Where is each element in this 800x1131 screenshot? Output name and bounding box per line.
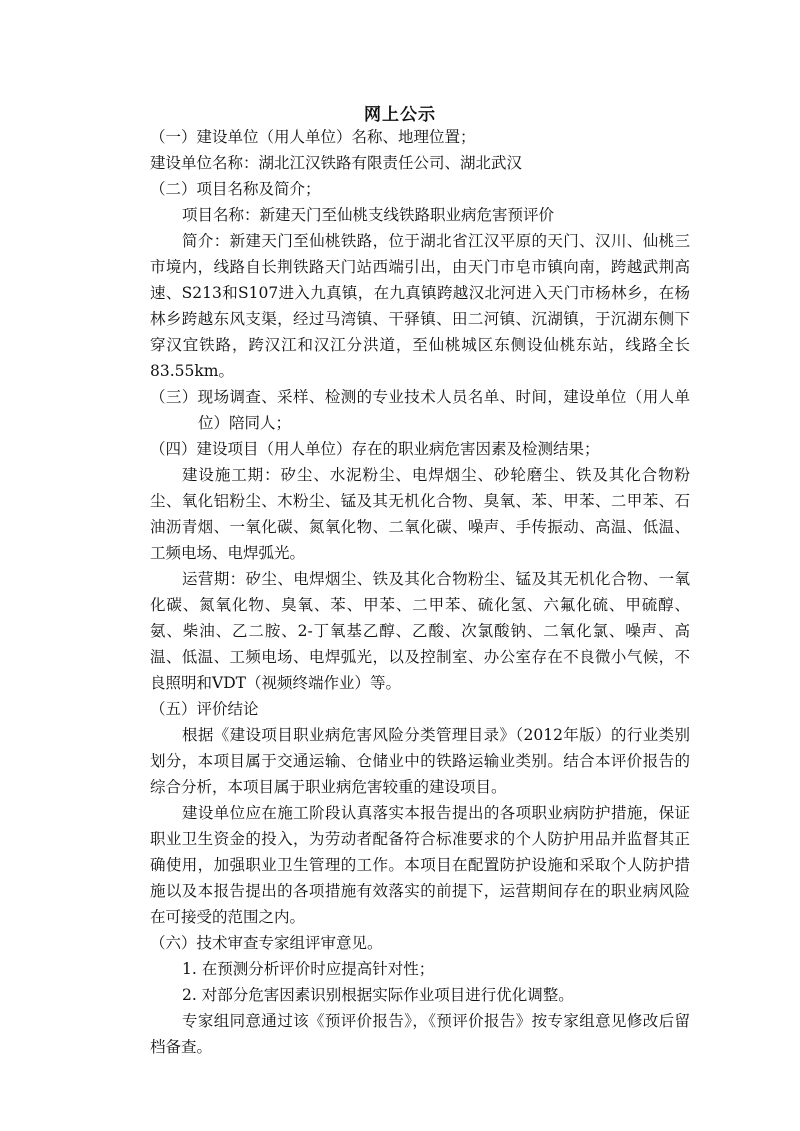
section-5-paragraph-1: 根据《建设项目职业病危害风险分类管理目录》（2012年版）的行业类别划分，本项目属于交通运输、仓储业中的铁路运输业类别。结合本评价报告的综合分析，本项目属于职业病危害较重的建设项目。 [150,726,690,796]
section-1-heading: （一）建设单位（用人单位）名称、地理位置； [150,128,476,146]
section-6-heading: （六）技术审查专家组评审意见。 [150,934,383,952]
section-4-heading: （四）建设项目（用人单位）存在的职业病危害因素及检测结果； [150,440,600,458]
section-2-heading: （二）项目名称及简介； [150,180,321,198]
section-4-construction: 建设施工期：矽尘、水泥粉尘、电焊烟尘、砂轮磨尘、铁及其化合物粉尘、氧化铝粉尘、木粉尘、锰及其无机化合物、臭氧、苯、甲苯、二甲苯、石油沥青烟、一氧化碳、氮氧化物、二氧化碳、噪声、手传振动、高温、低温、工频电场、电焊弧光。 [150,466,690,562]
document-body [150,124,690,1060]
section-6-item-1: 1. 在预测分析评价时应提高针对性； [182,960,435,978]
section-6-conclusion: 专家组同意通过该《预评价报告》，《预评价报告》按专家组意见修改后留档备查。 [150,1012,690,1056]
section-6-item-2: 2. 对部分危害因素识别根据实际作业项目进行优化调整。 [182,986,574,1004]
section-1-body: 建设单位名称：湖北江汉铁路有限责任公司、湖北武汉 [150,154,523,172]
section-5-heading: （五）评价结论 [150,700,259,718]
section-2-intro: 简介：新建天门至仙桃铁路，位于湖北省江汉平原的天门、汉川、仙桃三市境内，线路自长荆铁路天门站西端引出，由天门市皂市镇向南，跨越武荆高速、S213和S107进入九真镇，在九真镇跨越汉北河进入天门市杨林乡，在杨林乡跨越东风支渠，经过马湾镇、干驿镇、田二河镇、沉湖镇，于沉湖东侧下穿汉宜铁路，跨汉江和汉江分洪道，至仙桃城区东侧设仙桃东站，线路全长83.55km。 [150,232,690,380]
section-3-heading: （三）现场调查、采样、检测的专业技术人员名单、时间，建设单位（用人单位）陪同人； [150,388,690,432]
page-title: 网上公示 [364,105,436,125]
section-4-operation: 运营期：矽尘、电焊烟尘、铁及其化合物粉尘、锰及其无机化合物、一氧化碳、氮氧化物、臭氧、苯、甲苯、二甲苯、硫化氢、六氟化硫、甲硫醇、氨、柴油、乙二胺、2-丁氧基乙醇、乙酸、次氯酸钠、二氧化氯、噪声、高温、低温、工频电场、电焊弧光，以及控制室、办公室存在不良微小气候，不良照明和VDT（视频终端作业）等。 [150,570,690,692]
section-2-project-name: 项目名称：新建天门至仙桃支线铁路职业病危害预评价 [182,206,555,224]
section-5-paragraph-2: 建设单位应在施工阶段认真落实本报告提出的各项职业病防护措施，保证职业卫生资金的投入，为劳动者配备符合标准要求的个人防护用品并监督其正确使用，加强职业卫生管理的工作。本项目在配置防护设施和采取个人防护措施以及本报告提出的各项措施有效落实的前提下，运营期间存在的职业病风险在可接受的范围之内。 [150,804,690,926]
